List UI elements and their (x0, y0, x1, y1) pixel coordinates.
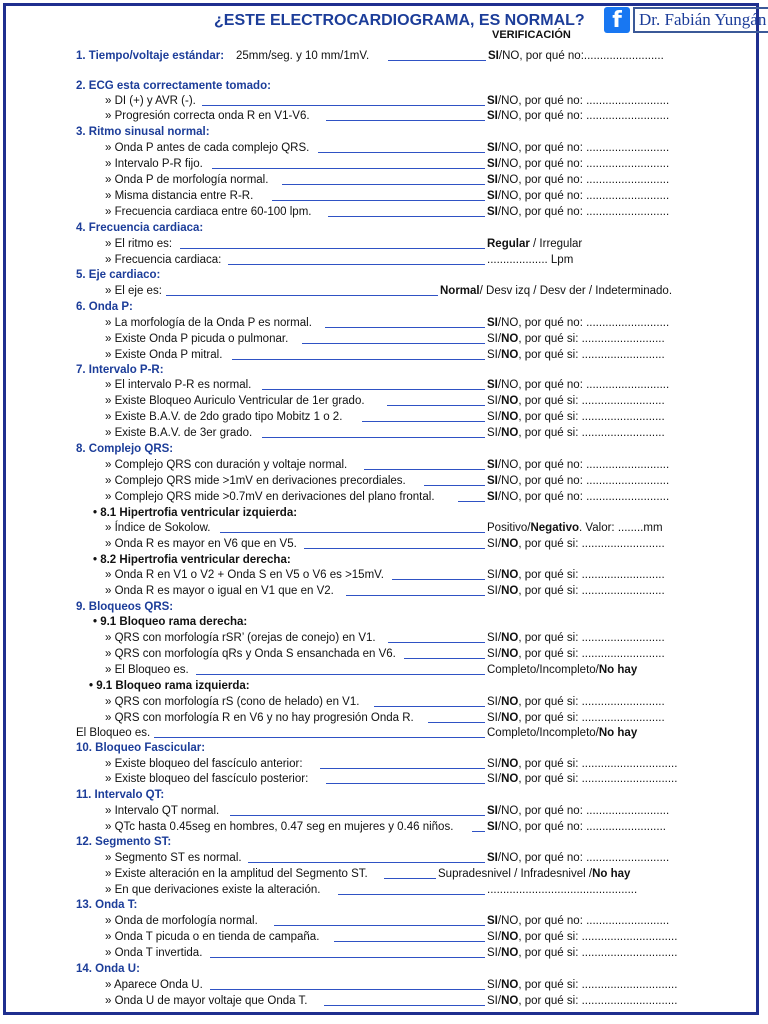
question-text: » QRS con morfología rS (cono de helado) en V1. (105, 696, 360, 708)
answer-options: SI/NO, por qué si: .......................... (487, 538, 665, 550)
section-header (0, 220, 768, 236)
section-header (0, 441, 768, 457)
section-title: 3. Ritmo sinusal normal: (76, 126, 210, 138)
leader-line (154, 737, 485, 738)
question-row (0, 819, 768, 835)
question-text: » QTc hasta 0.45seg en hombres, 0.47 seg en mujeres y 0.46 niños. (105, 821, 454, 833)
section-title: 11. Intervalo QT: (76, 789, 165, 801)
subsection-title: • 9.1 Bloqueo rama derecha: (93, 616, 248, 628)
leader-line (334, 941, 485, 942)
section-title: 13. Onda T: (76, 899, 138, 911)
question-text: » Onda P antes de cada complejo QRS. (105, 142, 310, 154)
section-header (0, 740, 768, 756)
question-row (0, 236, 768, 252)
leader-line (180, 248, 485, 249)
question-row (0, 188, 768, 204)
leader-line (212, 168, 485, 169)
answer-options: Supradesnivel / Infradesnivel /No hay (438, 868, 631, 880)
leader-line (388, 642, 485, 643)
section-title: 10. Bloqueo Fascicular: (76, 742, 206, 754)
leader-line (338, 894, 485, 895)
leader-line (458, 501, 485, 502)
answer-options: Positivo/Negativo. Valor: ........mm (487, 522, 663, 534)
leader-line (318, 152, 485, 153)
question-row (0, 536, 768, 552)
question-row (0, 710, 768, 726)
question-row (0, 567, 768, 583)
question-row (0, 977, 768, 993)
section-title: 14. Onda U: (76, 963, 140, 975)
question-text: » Onda de morfología normal. (105, 915, 258, 927)
leader-line (328, 216, 485, 217)
answer-options: Normal/ Desv izq / Desv der / Indeterminado. (440, 285, 673, 297)
subsection-header (0, 552, 768, 568)
answer-options: SI/NO, por qué si: .............................. (487, 931, 678, 943)
leader-line (230, 815, 485, 816)
leader-line (196, 674, 485, 675)
question-row (0, 646, 768, 662)
answer-options: SI/NO, por qué si: .......................... (487, 349, 665, 361)
question-text: » Onda U de mayor voltaje que Onda T. (105, 995, 308, 1007)
answer-options: SI/NO, por qué si: .......................... (487, 395, 665, 407)
question-text: » Índice de Sokolow. (105, 522, 211, 534)
question-text: » El Bloqueo es. (105, 664, 189, 676)
leader-line (210, 989, 485, 990)
answer-options: ............................................... (487, 884, 638, 896)
question-text: » Segmento ST es normal. (105, 852, 242, 864)
question-row (0, 425, 768, 441)
brand-badge[interactable] (604, 7, 768, 33)
leader-line (232, 359, 485, 360)
question-row (0, 583, 768, 599)
verification-header: VERIFICACIÓN (492, 29, 571, 41)
page-title: ¿ESTE ELECTROCARDIOGRAMA, ES NORMAL? (214, 12, 585, 29)
question-text: » Onda R en V1 o V2 + Onda S en V5 o V6 es >15mV. (105, 569, 384, 581)
question-text: » Complejo QRS con duración y voltaje normal. (105, 459, 348, 471)
question-row (0, 771, 768, 787)
section-title: 4. Frecuencia cardiaca: (76, 222, 204, 234)
answer-options: SI/NO, por qué si: .............................. (487, 979, 678, 991)
section-header (0, 124, 768, 140)
question-row (0, 694, 768, 710)
section-title: 8. Complejo QRS: (76, 443, 174, 455)
leader-line (387, 405, 485, 406)
subsection-header (0, 505, 768, 521)
answer-options: SI/NO, por qué si: .......................... (487, 333, 665, 345)
question-row (0, 283, 768, 299)
section-header (0, 78, 768, 94)
leader-line (210, 957, 485, 958)
answer-options: SI/NO, por qué no:......................... (488, 50, 664, 62)
question-text: » El eje es: (105, 285, 162, 297)
question-text: » Complejo QRS mide >1mV en derivaciones precordiales. (105, 475, 406, 487)
question-text: » Existe Onda P mitral. (105, 349, 223, 361)
answer-options: SI/NO, por qué no: .......................... (487, 915, 670, 927)
question-row (0, 457, 768, 473)
answer-options: SI/NO, por qué si: .............................. (487, 758, 678, 770)
section-title: 5. Eje cardiaco: (76, 269, 161, 281)
answer-options: SI/NO, por qué si: .......................... (487, 696, 665, 708)
question-text: » Complejo QRS mide >0.7mV en derivaciones del plano frontal. (105, 491, 435, 503)
question-row (0, 347, 768, 363)
answer-options: SI/NO, por qué si: .............................. (487, 947, 678, 959)
answer-options: SI/NO, por qué no: .......................... (487, 317, 670, 329)
question-text: » Onda T picuda o en tienda de campaña. (105, 931, 320, 943)
question-text: » Onda P de morfología normal. (105, 174, 269, 186)
answer-options: Completo/Incompleto/No hay (487, 664, 638, 676)
leader-line (324, 1005, 485, 1006)
answer-options: SI/NO, por qué no: .......................... (487, 459, 670, 471)
leader-line (472, 831, 485, 832)
question-text: » Frecuencia cardiaca: (105, 254, 222, 266)
section-header (0, 267, 768, 283)
answer-options: SI/NO, por qué no: .......................... (487, 852, 670, 864)
answer-options: SI/NO, por qué si: .......................... (487, 427, 665, 439)
question-row (0, 252, 768, 268)
leader-line (362, 421, 485, 422)
brand-name: Dr. Fabián Yungán (633, 7, 768, 33)
answer-options: SI/NO, por qué no: .......................... (487, 491, 670, 503)
question-row (0, 315, 768, 331)
question-text: » Onda T invertida. (105, 947, 203, 959)
question-text: » QRS con morfología R en V6 y no hay progresión Onda R. (105, 712, 414, 724)
section-title: 12. Segmento ST: (76, 836, 172, 848)
subsection-header (0, 678, 768, 694)
leader-line (274, 925, 485, 926)
answer-options: ................... Lpm (487, 254, 574, 266)
leader-line (262, 389, 485, 390)
question-text: » DI (+) y AVR (-). (105, 95, 196, 107)
question-row (0, 393, 768, 409)
question-row (0, 156, 768, 172)
leader-line (228, 264, 485, 265)
answer-options: SI/NO, por qué no: .......................... (487, 206, 670, 218)
question-text: » QRS con morfología qRs y Onda S ensanchada en V6. (105, 648, 396, 660)
subsection-header (0, 614, 768, 630)
leader-line (304, 548, 485, 549)
question-text: » Frecuencia cardiaca entre 60-100 lpm. (105, 206, 312, 218)
leader-line (392, 579, 485, 580)
answer-options: SI/NO, por qué si: .......................... (487, 648, 665, 660)
question-row (0, 913, 768, 929)
leader-line (262, 437, 485, 438)
answer-options: SI/NO, por qué si: .......................... (487, 632, 665, 644)
answer-options: SI/NO, por qué no: .......................... (487, 142, 670, 154)
answer-options: SI/NO, por qué si: .......................... (487, 569, 665, 581)
question-row (0, 377, 768, 393)
question-row (0, 204, 768, 220)
section-header (0, 897, 768, 913)
section-header (0, 787, 768, 803)
question-row (0, 409, 768, 425)
subsection-title: • 8.2 Hipertrofia ventricular derecha: (93, 554, 291, 566)
question-row (0, 331, 768, 347)
section-header (0, 362, 768, 378)
section-header (0, 599, 768, 615)
question-row (0, 756, 768, 772)
answer-options: SI/NO, por qué no: .......................... (487, 475, 670, 487)
leader-line (320, 768, 485, 769)
question-row (0, 850, 768, 866)
question-row (0, 630, 768, 646)
section-header (0, 834, 768, 850)
question-row (0, 172, 768, 188)
section-title: 9. Bloqueos QRS: (76, 601, 174, 613)
answer-options: Regular / Irregular (487, 238, 583, 250)
leader-line (220, 532, 485, 533)
question-text: El Bloqueo es. (76, 727, 151, 739)
question-text: » Existe B.A.V. de 2do grado tipo Mobitz 1 o 2. (105, 411, 343, 423)
question-row (0, 882, 768, 898)
question-text: » En que derivaciones existe la alteración. (105, 884, 321, 896)
question-text: » Aparece Onda U. (105, 979, 203, 991)
question-text: » La morfología de la Onda P es normal. (105, 317, 312, 329)
section-title: 7. Intervalo P-R: (76, 364, 164, 376)
leader-line (282, 184, 485, 185)
subsection-title: • 9.1 Bloqueo rama izquierda: (89, 680, 250, 692)
question-text: » Existe Bloqueo Auriculo Ventricular de 1er grado. (105, 395, 365, 407)
question-text: » Existe bloqueo del fascículo anterior: (105, 758, 303, 770)
question-row (0, 93, 768, 109)
question-text: » El intervalo P-R es normal. (105, 379, 252, 391)
question-row (0, 662, 768, 678)
question-row (0, 866, 768, 882)
answer-options: SI/NO, por qué si: .......................... (487, 411, 665, 423)
section-header (0, 961, 768, 977)
leader-line (374, 706, 485, 707)
answer-options: SI/NO, por qué no: .......................... (487, 174, 670, 186)
question-text: » El ritmo es: (105, 238, 173, 250)
leader-line (202, 105, 485, 106)
question-text: » Onda R es mayor o igual en V1 que en V2. (105, 585, 334, 597)
question-text: » Existe alteración en la amplitud del Segmento ST. (105, 868, 368, 880)
leader-line (326, 120, 485, 121)
answer-options: Completo/Incompleto/No hay (487, 727, 638, 739)
question-row (0, 473, 768, 489)
question-row (0, 48, 768, 64)
leader-line (424, 485, 485, 486)
answer-options: SI/NO, por qué si: .............................. (487, 995, 678, 1007)
question-text: » Misma distancia entre R-R. (105, 190, 254, 202)
leader-line (326, 783, 485, 784)
leader-line (384, 878, 436, 879)
question-text: » Existe Onda P picuda o pulmonar. (105, 333, 289, 345)
question-row (0, 108, 768, 124)
leader-line (325, 327, 485, 328)
question-row (0, 725, 768, 741)
section-title: 1. Tiempo/voltaje estándar: (76, 50, 225, 62)
section-header (0, 299, 768, 315)
leader-line (302, 343, 485, 344)
question-row (0, 993, 768, 1009)
question-row (0, 140, 768, 156)
answer-options: SI/NO, por qué no: .......................... (487, 158, 670, 170)
question-text: » Existe bloqueo del fascículo posterior: (105, 773, 309, 785)
answer-options: SI/NO, por qué no: .......................... (487, 190, 670, 202)
question-row (0, 945, 768, 961)
question-text: » QRS con morfología rSR’ (orejas de conejo) en V1. (105, 632, 376, 644)
answer-options: SI/NO, por qué no: .......................... (487, 95, 670, 107)
leader-line (166, 295, 438, 296)
leader-line (388, 60, 486, 61)
leader-line (364, 469, 485, 470)
leader-line (428, 722, 485, 723)
question-text: » Intervalo P-R fijo. (105, 158, 203, 170)
facebook-icon: f (604, 7, 630, 33)
question-row (0, 489, 768, 505)
question-text: » Progresión correcta onda R en V1-V6. (105, 110, 310, 122)
answer-options: SI/NO, por qué si: .......................... (487, 585, 665, 597)
leader-line (272, 200, 485, 201)
section-title: 6. Onda P: (76, 301, 133, 313)
answer-options: SI/NO, por qué si: .......................... (487, 712, 665, 724)
answer-options: SI/NO, por qué no: .......................... (487, 110, 670, 122)
answer-options: SI/NO, por qué si: .............................. (487, 773, 678, 785)
question-row (0, 520, 768, 536)
question-text: » Onda R es mayor en V6 que en V5. (105, 538, 297, 550)
leader-line (248, 862, 485, 863)
question-text: » Intervalo QT normal. (105, 805, 220, 817)
answer-options: SI/NO, por qué no: ......................... (487, 821, 666, 833)
question-text: 25mm/seg. y 10 mm/1mV. (236, 50, 370, 62)
question-row (0, 803, 768, 819)
question-text: » Existe B.A.V. de 3er grado. (105, 427, 253, 439)
answer-options: SI/NO, por qué no: .......................... (487, 805, 670, 817)
leader-line (404, 658, 485, 659)
question-row (0, 929, 768, 945)
leader-line (346, 595, 485, 596)
section-title: 2. ECG esta correctamente tomado: (76, 80, 271, 92)
answer-options: SI/NO, por qué no: .......................... (487, 379, 670, 391)
subsection-title: • 8.1 Hipertrofia ventricular izquierda: (93, 507, 298, 519)
